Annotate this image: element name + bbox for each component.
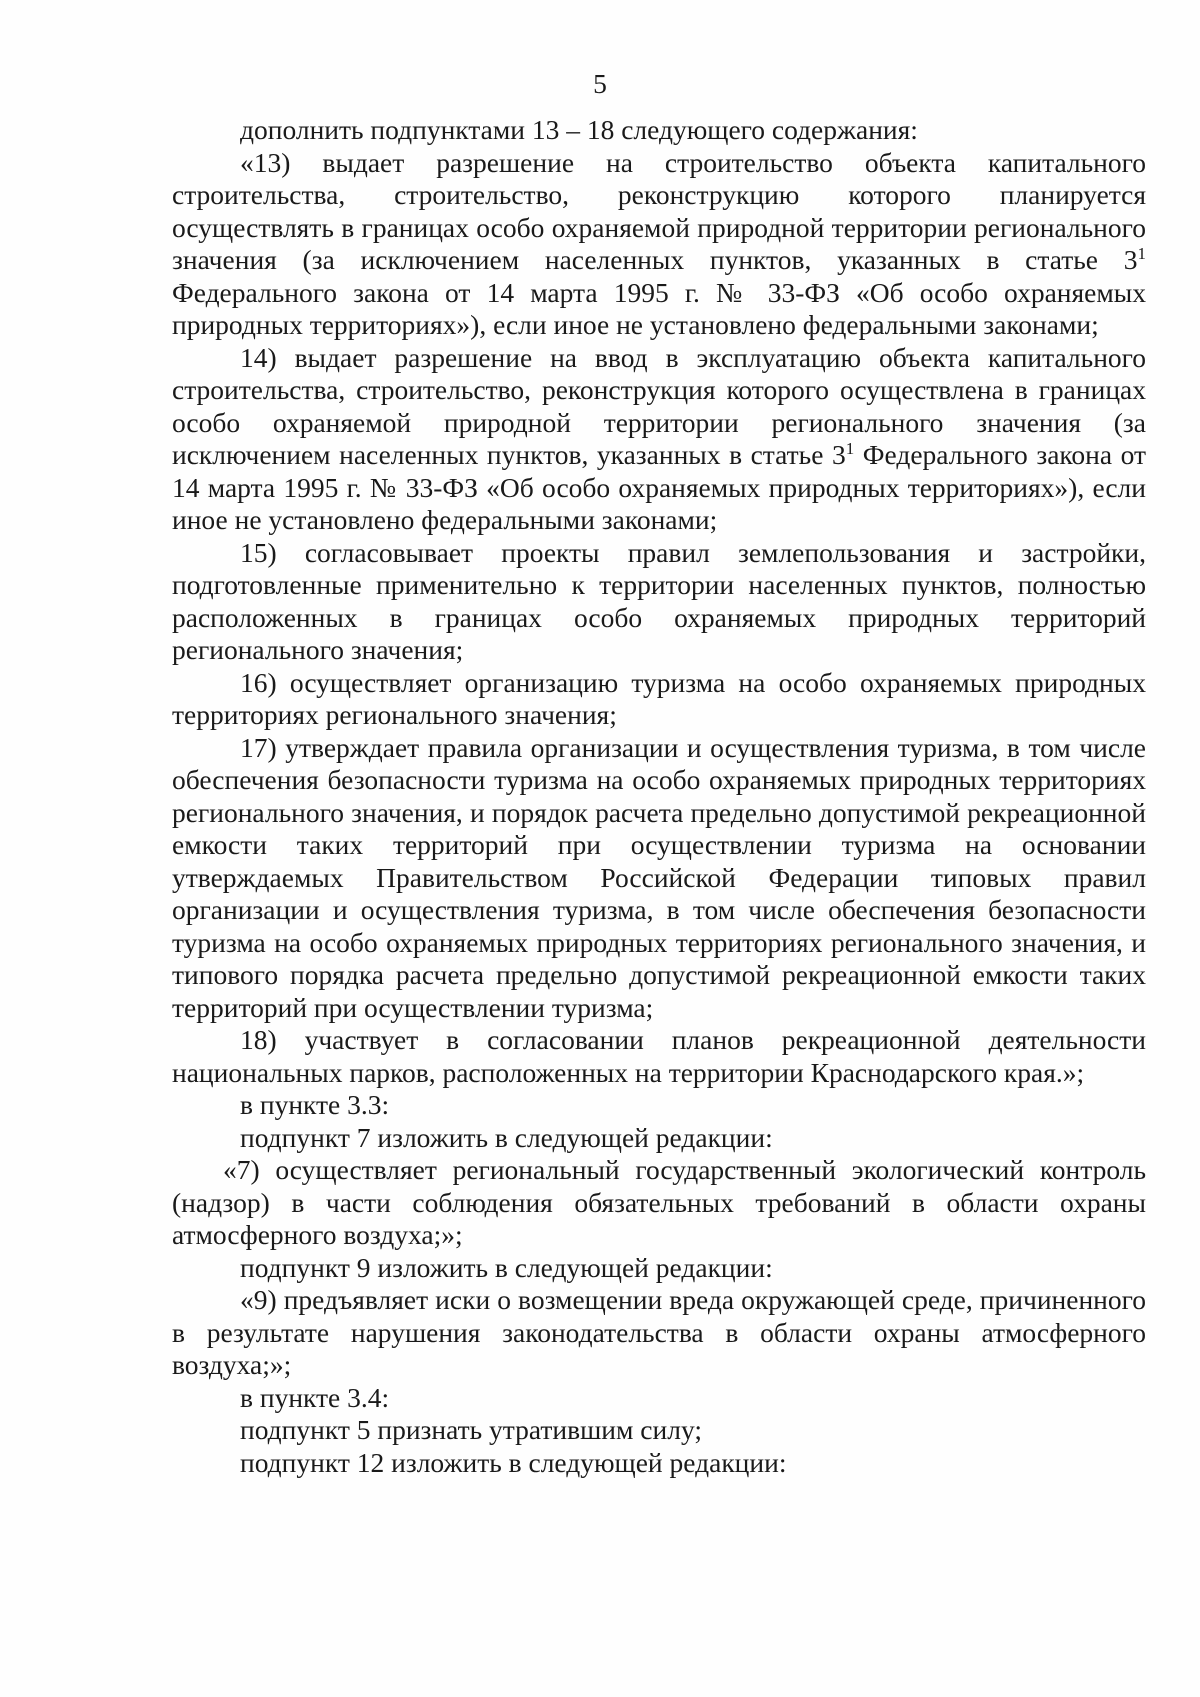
paragraph-text: 14) выдает разрешение на ввод в эксплуатацию объекта капитального строительства, строительство, реконструкция которого осуществлена в границах особо охраняемой природной территории регионального значения (за исключением населенных пунктов, указанных в статье 3 (172, 341, 1146, 470)
paragraph-text: Федерального закона от 14 марта 1995 г. № 33-ФЗ «Об особо охраняемых природных территориях»), если иное не установлено федеральными законами; (172, 439, 1146, 535)
paragraph-clause-3-3: в пункте 3.3: (240, 1089, 390, 1120)
paragraph-subitem-9-text: «9) предъявляет иски о возмещении вреда окружающей среде, причиненного в результате нарушения законодательства в области охраны атмосферного воздуха;»; (172, 1284, 1146, 1380)
paragraph-item-17: 17) утверждает правила организации и осуществления туризма, в том числе обеспечения безопасности туризма на особо охраняемых природных территориях регионального значения, и порядок расчета предельно допустимой рекреационной емкости таких территорий при осуществлении туризма на основании утверждаемых Правительством Российской Федерации типовых правил организации и осуществления туризма, в том числе обеспечения безопасности туризма на особо охраняемых природных территориях регионального значения, и типового порядка расчета предельно допустимой рекреационной емкости таких территорий при осуществлении туризма; (172, 731, 1146, 1023)
paragraph-item-15: 15) согласовывает проекты правил землепользования и застройки, подготовленные применительно к территории населенных пунктов, полностью расположенных в границах особо охраняемых природных территорий регионального значения; (172, 536, 1146, 665)
paragraph-clause-3-4: в пункте 3.4: (240, 1381, 390, 1413)
superscript: 1 (845, 439, 855, 458)
paragraph-item-14 (172, 342, 1146, 537)
paragraph-subitem-5: подпункт 5 признать утратившим силу; (240, 1414, 702, 1445)
paragraph-subitem-12-intro: подпункт 12 изложить в следующей редакции: (240, 1446, 787, 1478)
paragraph-subitem-9-intro: подпункт 9 изложить в следующей редакции: (240, 1251, 773, 1283)
superscript: 1 (1137, 244, 1146, 263)
paragraph-text: Федерального закона от 14 марта 1995 г. № 33-ФЗ «Об особо охраняемых природных территориях»), если иное не установлено федеральными законами; (172, 276, 1146, 340)
paragraph-item-18: 18) участвует в согласовании планов рекреационной деятельности национальных парков, расположенных на территории Краснодарского края.»; (172, 1024, 1146, 1088)
document-body (172, 114, 1146, 1479)
paragraph-subitem-7-intro: подпункт 7 изложить в следующей редакции: (240, 1121, 773, 1153)
paragraph-text: «13) выдает разрешение на строительство объекта капитального строительства, строительство, реконструкцию которого планируется осуществлять в границах особо охраняемой природной территории регионального значения (за исключением населенных пунктов, указанных в статье 3 (172, 146, 1146, 275)
page-number: 5 (593, 68, 607, 99)
paragraph-intro: дополнить подпунктами 13 – 18 следующего содержания: (240, 114, 918, 145)
paragraph-subitem-7-text: «7) осуществляет региональный государственный экологический контроль (надзор) в части соблюдения обязательных требований в области охраны атмосферного воздуха;»; (172, 1154, 1146, 1250)
paragraph-item-13 (172, 147, 1146, 342)
paragraph-item-16: 16) осуществляет организацию туризма на особо охраняемых природных территориях регионального значения; (172, 666, 1146, 730)
